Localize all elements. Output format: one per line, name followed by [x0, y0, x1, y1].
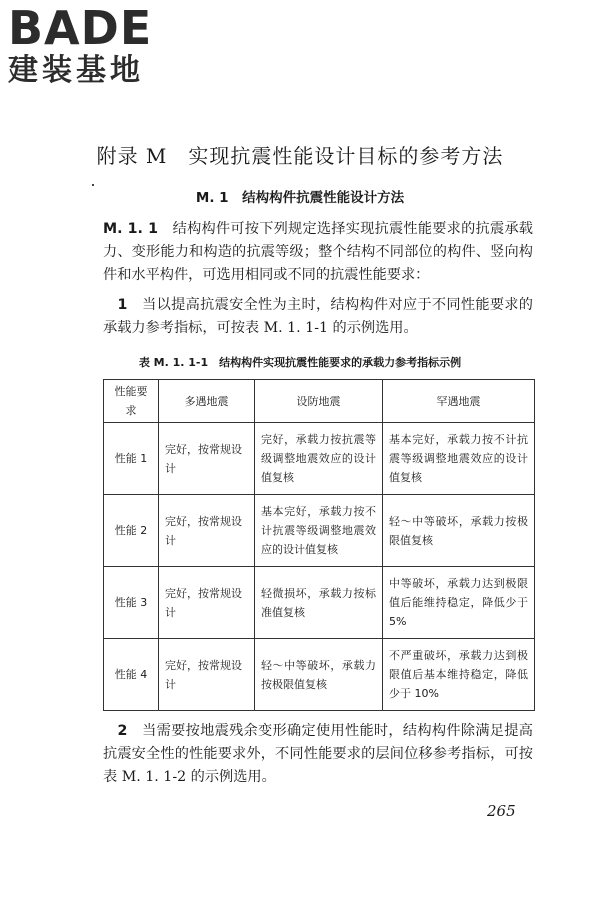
header-frequent-earthquake: 多遇地震 — [159, 380, 255, 423]
table-cell: 基本完好，承载力按不计抗震等级调整地震效应的设计值复核 — [255, 495, 383, 567]
table-cell: 基本完好，承载力按不计抗震等级调整地震效应的设计值复核 — [383, 423, 535, 495]
clause-number: M. 1. 1 — [103, 221, 158, 237]
appendix-title: 附录 M 实现抗震性能设计目标的参考方法 — [96, 144, 504, 168]
item-1-text: 当以提高抗震安全性为主时，结构构件对应于不同性能要求的承载力参考指标，可按表 M. 1. 1-1 的示例选用。 — [103, 297, 533, 336]
table-header-row — [104, 380, 535, 423]
table-cell: 轻～中等破坏，承载力按极限值复核 — [383, 495, 535, 567]
table-row — [104, 639, 535, 711]
performance-table — [103, 379, 535, 711]
table-cell: 性能 1 — [104, 423, 159, 495]
table-cell: 轻～中等破坏，承载力按极限值复核 — [255, 639, 383, 711]
clause-text: 结构构件可按下列规定选择实现抗震性能要求的抗震承载力、变形能力和构造的抗震等级；整个结构不同部位的构件、竖向构件和水平构件，可选用相同或不同的抗震性能要求： — [103, 221, 533, 283]
table-cell: 不严重破坏，承载力达到极限值后基本维持稳定，降低少于 10% — [383, 639, 535, 711]
clause-m-1-1 — [103, 218, 533, 287]
page-number: 265 — [487, 802, 516, 820]
table-cell: 完好，按常规设计 — [159, 639, 255, 711]
table-cell: 完好，按常规设计 — [159, 495, 255, 567]
logo-subtitle: 建装基地 — [8, 53, 144, 88]
table-row — [104, 495, 535, 567]
brand-logo — [8, 1, 178, 88]
table-row — [104, 567, 535, 639]
header-rare-earthquake: 罕遇地震 — [383, 380, 535, 423]
header-performance: 性能要求 — [104, 380, 159, 423]
item-1 — [103, 294, 533, 340]
section-title: M. 1 结构构件抗震性能设计方法 — [195, 190, 405, 206]
table-cell: 性能 2 — [104, 495, 159, 567]
item-2 — [103, 720, 533, 789]
table-cell: 性能 4 — [104, 639, 159, 711]
table-cell: 完好，按常规设计 — [159, 423, 255, 495]
item-2-text: 当需要按地震残余变形确定使用性能时，结构构件除满足提高抗震安全性的性能要求外，不同性能要求的层间位移参考指标，可按表 M. 1. 1-2 的示例选用。 — [103, 723, 533, 785]
table-caption: 表 M. 1. 1-1 结构构件实现抗震性能要求的承载力参考指标示例 — [138, 356, 462, 369]
header-design-earthquake: 设防地震 — [255, 380, 383, 423]
table-cell: 性能 3 — [104, 567, 159, 639]
table-row — [104, 423, 535, 495]
logo-wordmark: BADE — [8, 1, 153, 55]
table-cell: 中等破坏，承载力达到极限值后能维持稳定，降低少于 5% — [383, 567, 535, 639]
item-2-number: 2 — [117, 723, 128, 739]
table-cell: 完好，承载力按抗震等级调整地震效应的设计值复核 — [255, 423, 383, 495]
table-cell: 完好，按常规设计 — [159, 567, 255, 639]
table-cell: 轻微损坏，承载力按标准值复核 — [255, 567, 383, 639]
item-1-number: 1 — [117, 297, 128, 313]
